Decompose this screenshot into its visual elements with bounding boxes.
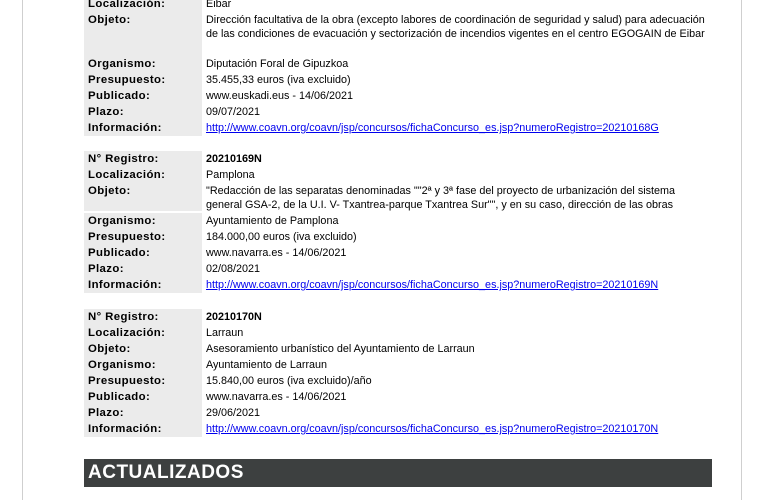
field-label: Localización: (84, 325, 202, 341)
field-label: Publicado: (84, 88, 202, 104)
field-label: Organismo: (84, 213, 202, 229)
field-label: Presupuesto: (84, 72, 202, 88)
field-label: Objeto: (84, 183, 202, 211)
field-row-informacion (84, 421, 714, 437)
field-label: Presupuesto: (84, 229, 202, 245)
field-label: Publicado: (84, 389, 202, 405)
field-row-organismo (84, 56, 714, 72)
tender-record (84, 151, 714, 293)
info-link[interactable]: http://www.coavn.org/coavn/jsp/concursos/fichaConcurso_es.jsp?numeroRegistro=20210168G (206, 122, 659, 134)
field-value: 09/07/2021 (206, 106, 261, 118)
field-label: Publicado: (84, 245, 202, 261)
field-row-plazo (84, 104, 714, 120)
field-row-localizacion (84, 167, 714, 183)
field-row-localizacion (84, 0, 714, 12)
field-label: Plazo: (84, 104, 202, 120)
tender-record (84, 0, 714, 136)
field-row-plazo (84, 405, 714, 421)
field-value: www.navarra.es - 14/06/2021 (206, 391, 347, 403)
field-label: Información: (84, 277, 202, 293)
field-value: www.navarra.es - 14/06/2021 (206, 247, 347, 259)
field-row-informacion (84, 277, 714, 293)
field-label: Información: (84, 120, 202, 136)
field-row-informacion (84, 120, 714, 136)
field-row-objeto (84, 341, 714, 357)
field-row-objeto (84, 183, 714, 213)
field-value: Ayuntamiento de Pamplona (206, 215, 339, 227)
field-row-registro (84, 151, 714, 167)
field-row-localizacion (84, 325, 714, 341)
field-label: Objeto: (84, 341, 202, 357)
registro-number: 20210169N (206, 153, 262, 165)
field-label: Organismo: (84, 357, 202, 373)
field-row-organismo (84, 357, 714, 373)
field-value: Larraun (206, 327, 244, 339)
field-row-registro (84, 309, 714, 325)
field-label: Presupuesto: (84, 373, 202, 389)
field-value: Ayuntamiento de Larraun (206, 359, 328, 371)
field-value: 02/08/2021 (206, 263, 261, 275)
field-label: Información: (84, 421, 202, 437)
field-label: Localización: (84, 167, 202, 183)
registro-number: 20210170N (206, 311, 262, 323)
field-row-presupuesto (84, 72, 714, 88)
field-value: Eibar (206, 0, 232, 10)
field-value: 29/06/2021 (206, 407, 261, 419)
field-label: Plazo: (84, 261, 202, 277)
field-value: Pamplona (206, 169, 255, 181)
field-value: Dirección facultativa de la obra (excepto labores de coordinación de seguridad y salud) para adecuación de las condiciones de evacuación y sectorización de incendios vigentes en el centro EGOGAIN de Eibar (206, 14, 705, 40)
field-value: www.euskadi.eus - 14/06/2021 (206, 90, 354, 102)
field-row-presupuesto (84, 229, 714, 245)
tender-record (84, 309, 714, 437)
field-value: Asesoramiento urbanístico del Ayuntamiento de Larraun (206, 343, 475, 355)
field-value: 184.000,00 euros (iva excluido) (206, 231, 357, 243)
section-heading: ACTUALIZADOS (84, 459, 712, 487)
field-value: 15.840,00 euros (iva excluido)/año (206, 375, 372, 387)
field-label: N° Registro: (84, 151, 202, 167)
info-link[interactable]: http://www.coavn.org/coavn/jsp/concursos/fichaConcurso_es.jsp?numeroRegistro=20210169N (206, 279, 659, 291)
field-value: "Redacción de las separatas denominadas ""2ª y 3ª fase del proyecto de urbanización del sistema general GSA-2, de la U.I. V- Txantrea-parque Txantrea Sur"", y en su caso, dirección de las obras (206, 185, 676, 211)
field-row-publicado (84, 245, 714, 261)
field-value: 35.455,33 euros (iva excluido) (206, 74, 351, 86)
field-row-plazo (84, 261, 714, 277)
field-label: Objeto: (84, 12, 202, 56)
field-label: Organismo: (84, 56, 202, 72)
field-row-organismo (84, 213, 714, 229)
field-label: Localización: (84, 0, 202, 12)
field-row-publicado (84, 88, 714, 104)
field-label: N° Registro: (84, 309, 202, 325)
field-row-presupuesto (84, 373, 714, 389)
field-row-publicado (84, 389, 714, 405)
field-row-objeto (84, 12, 714, 56)
info-link[interactable]: http://www.coavn.org/coavn/jsp/concursos/fichaConcurso_es.jsp?numeroRegistro=20210170N (206, 423, 659, 435)
field-value: Diputación Foral de Gipuzkoa (206, 58, 349, 70)
field-label: Plazo: (84, 405, 202, 421)
